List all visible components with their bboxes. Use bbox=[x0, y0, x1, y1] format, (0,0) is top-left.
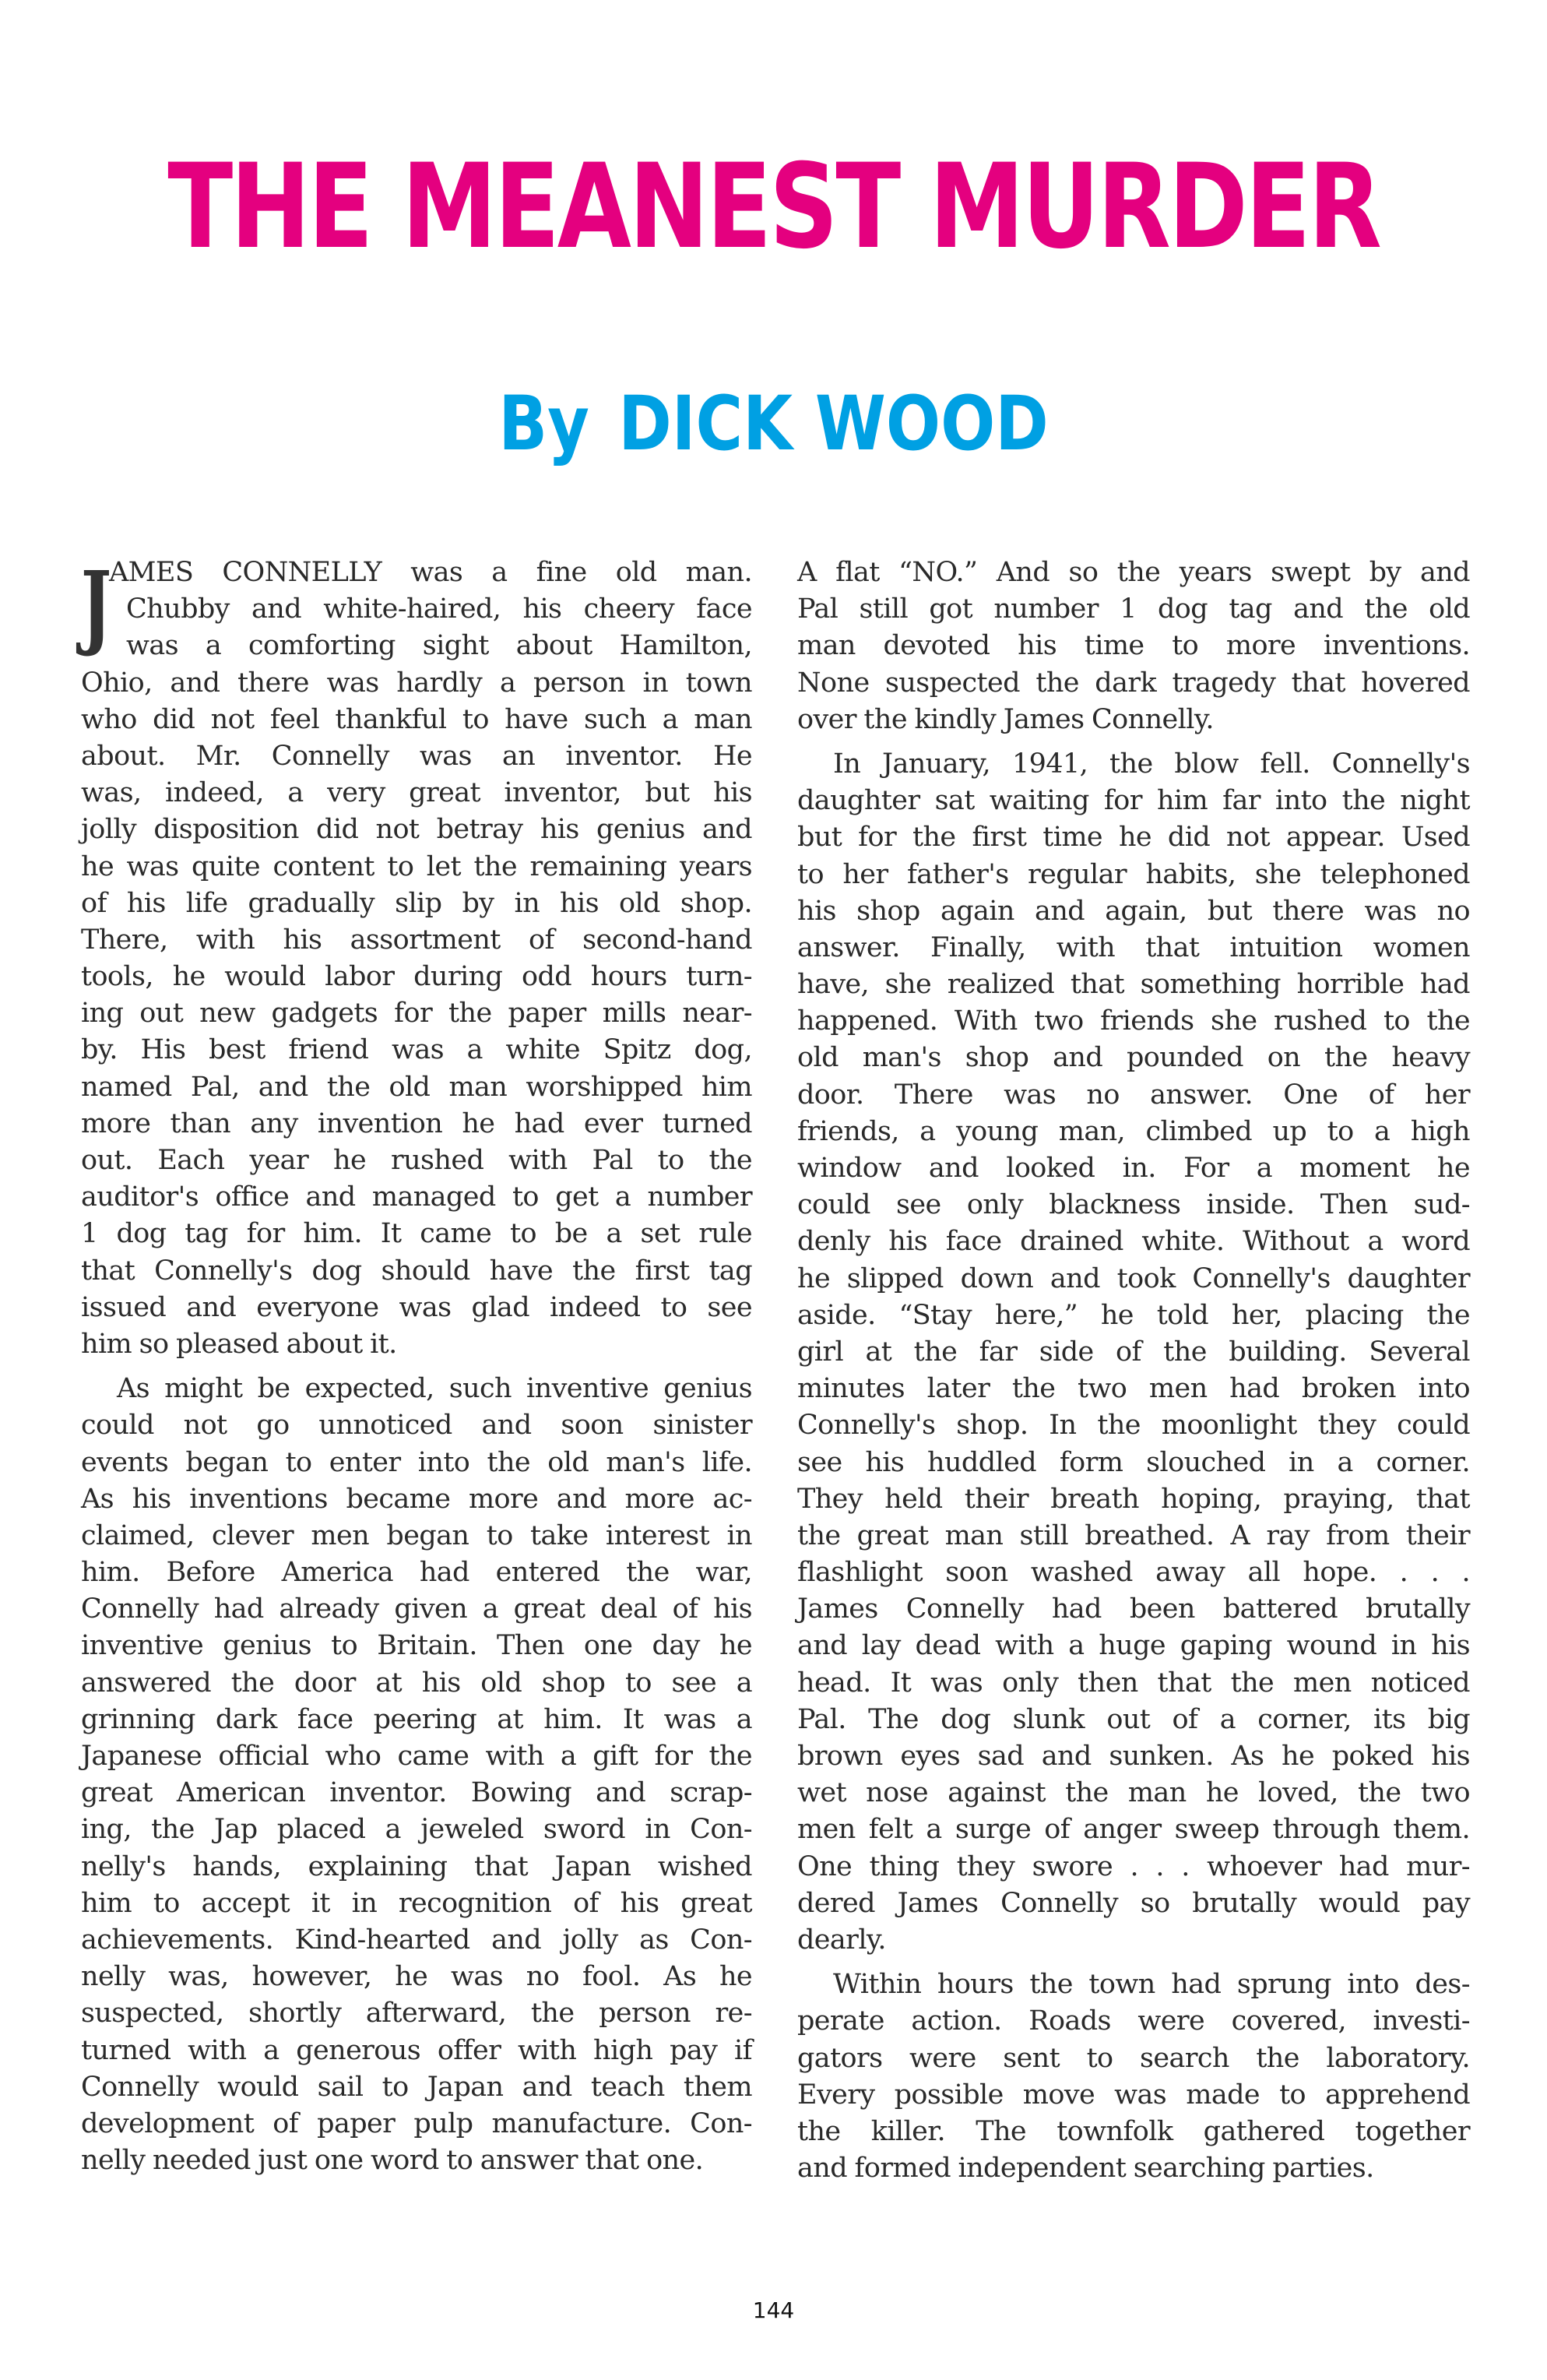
text-line: great American inventor. Bowing and scrap- bbox=[81, 1777, 752, 1809]
text-line: his shop again and again, but there was no bbox=[797, 895, 1470, 927]
text-line: jolly disposition did not betray his genius and bbox=[81, 814, 752, 846]
text-line: and formed independent searching parties. bbox=[797, 2153, 1374, 2185]
text-line: minutes later the two men had broken into bbox=[797, 1373, 1470, 1405]
text-line: window and looked in. For a moment he bbox=[797, 1153, 1470, 1184]
text-line: answered the door at his old shop to see a bbox=[81, 1667, 752, 1699]
byline bbox=[108, 380, 1439, 467]
article-title: THE MEANEST MURDER bbox=[167, 139, 1380, 275]
text-line: There, with his assortment of second-hand bbox=[81, 924, 752, 956]
text-line: out. Each year he rushed with Pal to the bbox=[81, 1145, 752, 1176]
text-line: As his inventions became more and more ac- bbox=[81, 1483, 752, 1515]
text-line: 1 dog tag for him. It came to be a set rule bbox=[81, 1218, 752, 1250]
text-line: aside. “Stay here,” he told her, placing the bbox=[797, 1299, 1470, 1331]
text-line: that Connelly's dog should have the first tag bbox=[81, 1255, 752, 1287]
text-line: man devoted his time to more inventions. bbox=[797, 630, 1470, 662]
text-line: AMES CONNELLY was a fine old man. bbox=[109, 557, 752, 588]
text-line: wet nose against the man he loved, the two bbox=[797, 1777, 1470, 1809]
text-line: see his huddled form slouched in a corner. bbox=[797, 1446, 1470, 1478]
text-line: Connelly had already given a great deal of his bbox=[81, 1593, 752, 1625]
text-line: head. It was only then that the men noticed bbox=[797, 1667, 1470, 1699]
text-line: Japanese official who came with a gift for the bbox=[81, 1741, 752, 1772]
text-line: flashlight soon washed away all hope. . . . bbox=[797, 1557, 1470, 1589]
text-line: They held their breath hoping, praying, that bbox=[797, 1483, 1470, 1515]
text-line: over the kindly James Connelly. bbox=[797, 703, 1214, 735]
text-line: achievements. Kind-hearted and jolly as Con- bbox=[81, 1924, 752, 1956]
text-line: issued and everyone was glad indeed to see bbox=[81, 1291, 752, 1323]
text-line: by. His best friend was a white Spitz dog, bbox=[81, 1034, 752, 1066]
left-column bbox=[81, 551, 752, 2179]
byline-author: DICK WOOD bbox=[618, 380, 1049, 467]
text-line: door. There was no answer. One of her bbox=[797, 1079, 1470, 1111]
text-line: of his life gradually slip by in his old shop. bbox=[81, 887, 752, 919]
text-line: him. Before America had entered the war, bbox=[81, 1557, 752, 1589]
text-line: Ohio, and there was hardly a person in town bbox=[81, 667, 752, 699]
text-line: suspected, shortly afterward, the person re- bbox=[81, 1998, 752, 2030]
text-line: dered James Connelly so brutally would pay bbox=[797, 1887, 1470, 1919]
text-line: denly his face drained white. Without a word bbox=[797, 1226, 1470, 1258]
text-line: him to accept it in recognition of his great bbox=[81, 1887, 752, 1919]
text-line: could not go unnoticed and soon sinister bbox=[81, 1410, 752, 1442]
text-line: auditor's office and managed to get a number bbox=[81, 1181, 752, 1213]
text-line: daughter sat waiting for him far into the night bbox=[797, 785, 1470, 817]
text-line: Within hours the town had sprung into des- bbox=[833, 1969, 1470, 2001]
paragraph-gap bbox=[81, 1363, 752, 1371]
text-line: Connelly would sail to Japan and teach them bbox=[81, 2071, 752, 2103]
text-line: he slipped down and took Connelly's daughter bbox=[797, 1262, 1470, 1294]
text-line: men felt a surge of anger sweep through them. bbox=[797, 1814, 1470, 1846]
text-line: claimed, clever men began to take interest in bbox=[81, 1519, 752, 1551]
text-line: him so pleased about it. bbox=[81, 1328, 397, 1360]
text-line: brown eyes sad and sunken. As he poked his bbox=[797, 1741, 1470, 1772]
text-line: nelly's hands, explaining that Japan wished bbox=[81, 1850, 752, 1882]
text-line: to her father's regular habits, she telephoned bbox=[797, 858, 1470, 890]
paragraph bbox=[81, 1371, 752, 2179]
text-line: who did not feel thankful to have such a man bbox=[81, 703, 752, 735]
text-line: None suspected the dark tragedy that hovered bbox=[797, 667, 1470, 699]
text-line: have, she realized that something horrible had bbox=[797, 969, 1470, 1001]
paragraph bbox=[81, 551, 752, 1363]
text-line: ing out new gadgets for the paper mills near- bbox=[81, 998, 752, 1030]
text-line: perate action. Roads were covered, investi- bbox=[797, 2005, 1470, 2037]
text-line: was a comforting sight about Hamilton, bbox=[126, 630, 752, 662]
text-line: named Pal, and the old man worshipped him bbox=[81, 1071, 752, 1103]
text-line: inventive genius to Britain. Then one day he bbox=[81, 1630, 752, 1662]
text-line: development of paper pulp manufacture. Con- bbox=[81, 2107, 752, 2139]
text-line: answer. Finally, with that intuition women bbox=[797, 931, 1470, 963]
page-number: 144 bbox=[752, 2297, 795, 2323]
text-line: One thing they swore . . . whoever had mur- bbox=[797, 1850, 1470, 1882]
text-line: nelly was, however, he was no fool. As he bbox=[81, 1961, 752, 1993]
text-line: happened. With two friends she rushed to the bbox=[797, 1005, 1470, 1037]
text-line: gators were sent to search the laboratory. bbox=[797, 2042, 1470, 2074]
text-line: Chubby and white-haired, his cheery face bbox=[126, 593, 752, 625]
text-line: the killer. The townfolk gathered together bbox=[797, 2115, 1470, 2147]
paragraph bbox=[797, 555, 1470, 738]
text-line: A flat “NO.” And so the years swept by and bbox=[797, 557, 1470, 588]
text-line: Pal still got number 1 dog tag and the old bbox=[797, 593, 1470, 625]
text-line: the great man still breathed. A ray from their bbox=[797, 1519, 1470, 1551]
text-line: but for the first time he did not appear. Used bbox=[797, 822, 1470, 854]
text-line: events began to enter into the old man's life. bbox=[81, 1446, 752, 1478]
text-line: ing, the Jap placed a jeweled sword in Con- bbox=[81, 1814, 752, 1846]
text-line: was, indeed, a very great inventor, but his bbox=[81, 777, 752, 809]
paragraph bbox=[797, 746, 1470, 1959]
paragraph-gap bbox=[797, 1959, 1470, 1966]
text-line: about. Mr. Connelly was an inventor. He bbox=[81, 740, 752, 772]
text-line: old man's shop and pounded on the heavy bbox=[797, 1042, 1470, 1074]
text-line: James Connelly had been battered brutally bbox=[797, 1593, 1470, 1625]
text-line: friends, a young man, climbed up to a high bbox=[797, 1115, 1470, 1147]
text-line: Connelly's shop. In the moonlight they could bbox=[797, 1410, 1470, 1442]
text-line: he was quite content to let the remaining years bbox=[81, 850, 752, 882]
byline-prefix: By bbox=[498, 380, 589, 467]
text-line: Pal. The dog slunk out of a corner, its big bbox=[797, 1703, 1470, 1735]
text-line: girl at the far side of the building. Several bbox=[797, 1336, 1470, 1368]
text-line: could see only blackness inside. Then sud- bbox=[797, 1189, 1470, 1221]
text-line: more than any invention he had ever turned bbox=[81, 1107, 752, 1139]
text-line: and lay dead with a huge gaping wound in his bbox=[797, 1630, 1470, 1662]
right-column bbox=[797, 555, 1470, 2187]
text-line: Every possible move was made to apprehend bbox=[797, 2079, 1470, 2111]
text-line: dearly. bbox=[797, 1924, 886, 1956]
paragraph-gap bbox=[797, 738, 1470, 746]
text-line: In January, 1941, the blow fell. Connelly's bbox=[833, 748, 1470, 780]
text-line: As might be expected, such inventive genius bbox=[117, 1373, 752, 1405]
drop-cap: J bbox=[81, 551, 112, 659]
text-line: grinning dark face peering at him. It was a bbox=[81, 1703, 752, 1735]
text-line: turned with a generous offer with high pay if bbox=[81, 2034, 752, 2066]
text-line: nelly needed just one word to answer that one. bbox=[81, 2145, 704, 2177]
paragraph bbox=[797, 1966, 1470, 2187]
text-line: tools, he would labor during odd hours turn- bbox=[81, 961, 752, 993]
